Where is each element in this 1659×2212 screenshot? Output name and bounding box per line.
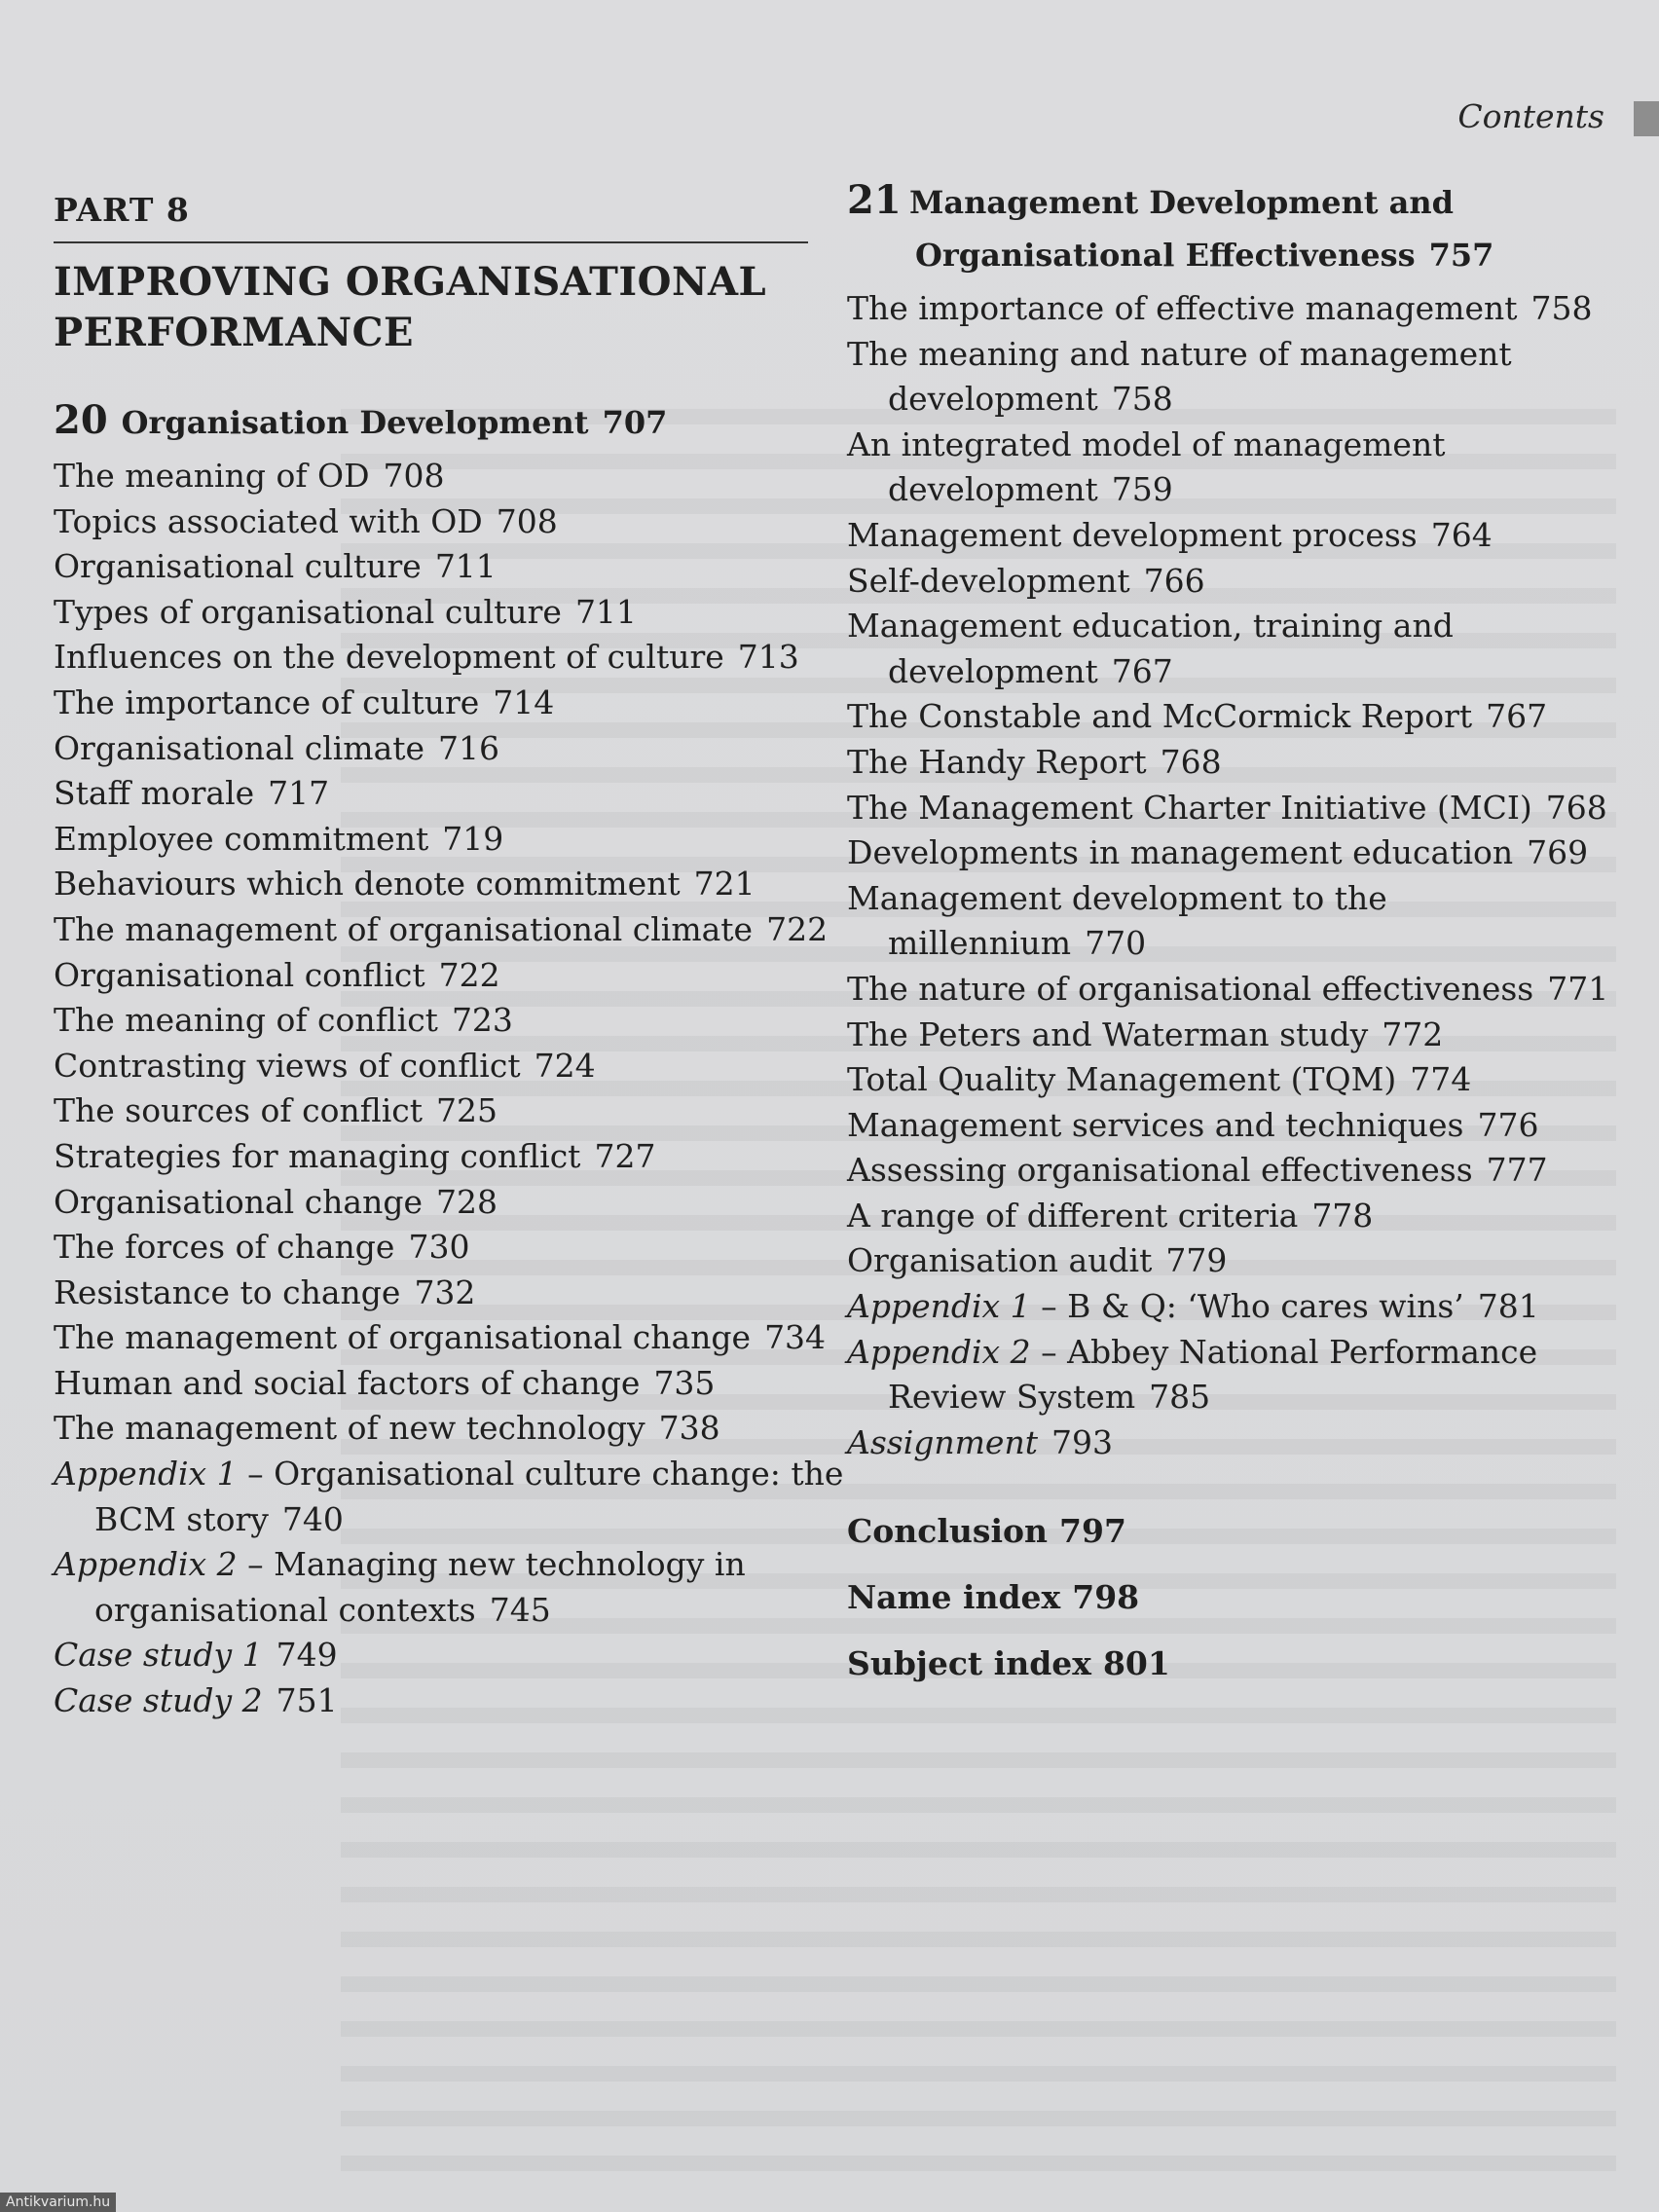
toc-entry[interactable]: [847, 967, 1616, 1013]
toc-entry[interactable]: [54, 499, 813, 545]
chapter-title-line-1: Management Development and: [909, 184, 1455, 221]
entry-page: 764: [1430, 515, 1493, 554]
case-study-label: Case study 1: [54, 1636, 263, 1675]
entry-page: 766: [1143, 561, 1205, 600]
toc-entry[interactable]: [54, 544, 813, 590]
toc-entry[interactable]: [847, 876, 1616, 967]
entry-page: 768: [1160, 742, 1222, 781]
entry-title: Resistance to change: [54, 1272, 401, 1311]
chapter-21-heading[interactable]: [847, 177, 1616, 284]
entry-page: 708: [383, 457, 445, 495]
entry-title: The management of organisational climate: [54, 909, 754, 948]
entry-page: 717: [268, 774, 330, 813]
entry-title: Strategies for managing conflict: [54, 1136, 581, 1175]
toc-entry[interactable]: [54, 998, 813, 1044]
entry-title: Total Quality Management (TQM): [847, 1060, 1397, 1099]
appendix-label: Appendix 1: [847, 1287, 1031, 1326]
entry-title: An integrated model of management: [847, 424, 1446, 463]
toc-entry[interactable]: [54, 1134, 813, 1180]
entry-page: 772: [1382, 1014, 1444, 1053]
toc-appendix-2[interactable]: [847, 1330, 1616, 1420]
entry-title: Influences on the development of culture: [54, 638, 724, 677]
entry-title: Organisational change: [54, 1182, 424, 1221]
entry-title: The management of new technology: [54, 1409, 645, 1448]
running-head: Contents: [1457, 97, 1604, 135]
entry-page: 740: [281, 1499, 344, 1538]
toc-entry[interactable]: [54, 681, 813, 726]
entry-title: Contrasting views of conflict: [54, 1046, 521, 1085]
entry-title: The meaning of OD: [54, 457, 370, 495]
entry-title-cont: development: [888, 651, 1098, 690]
case-study-label: Case study 2: [54, 1681, 263, 1720]
entry-title: Developments in management education: [847, 833, 1514, 872]
entry-page: 751: [276, 1681, 338, 1720]
entry-page: 776: [1477, 1105, 1539, 1144]
toc-entry[interactable]: [54, 1088, 813, 1134]
part-title-line-2: PERFORMANCE: [54, 310, 414, 355]
chapter-page: 707: [602, 404, 668, 441]
entry-page: 774: [1410, 1060, 1472, 1099]
toc-entry[interactable]: [54, 726, 813, 772]
toc-entry[interactable]: [847, 1238, 1616, 1284]
entry-title: Subject index: [847, 1644, 1091, 1683]
toc-appendix-1[interactable]: [54, 1452, 844, 1542]
toc-appendix-2[interactable]: [54, 1542, 813, 1633]
toc-entry[interactable]: [847, 694, 1616, 740]
entry-title: Topics associated with OD: [54, 501, 483, 540]
toc-entry[interactable]: [54, 771, 813, 817]
chapter-number: 21: [847, 177, 902, 223]
appendix-title: – Abbey National Performance: [1030, 1332, 1538, 1371]
entry-title: Human and social factors of change: [54, 1363, 641, 1402]
entry-page: 728: [436, 1182, 498, 1221]
toc-entry[interactable]: [54, 862, 813, 907]
part-title-line-1: IMPROVING ORGANISATIONAL: [54, 259, 767, 305]
entry-page: 735: [653, 1363, 716, 1402]
entry-title-cont: millennium: [888, 924, 1072, 963]
part-divider: [54, 241, 808, 243]
toc-entry[interactable]: [54, 1225, 813, 1271]
toc-entry[interactable]: [54, 907, 829, 953]
entry-title: The forces of change: [54, 1228, 395, 1267]
entry-page: 719: [442, 819, 504, 858]
toc-entry[interactable]: [847, 559, 1616, 605]
entry-page: 793: [1051, 1422, 1113, 1461]
entry-title: The management of organisational change: [54, 1318, 752, 1357]
toc-entry[interactable]: [847, 286, 1616, 332]
toc-case-study-2[interactable]: [54, 1678, 813, 1724]
entry-page: 725: [436, 1091, 498, 1130]
appendix-label: Appendix 2: [847, 1332, 1031, 1371]
toc-entry[interactable]: [847, 1194, 1616, 1239]
chapter-page: 757: [1428, 237, 1494, 274]
entry-page: 734: [764, 1318, 827, 1357]
chapter-number: 20: [54, 397, 108, 443]
entry-title: The Management Charter Initiative (MCI): [847, 788, 1532, 827]
toc-entry[interactable]: [847, 332, 1616, 423]
entry-title: Types of organisational culture: [54, 592, 562, 631]
entry-page: 778: [1311, 1196, 1374, 1235]
entry-page: 767: [1111, 651, 1173, 690]
entry-title: Organisation audit: [847, 1241, 1153, 1280]
appendix-title-cont: BCM story: [94, 1499, 269, 1538]
entry-page: 779: [1165, 1241, 1228, 1280]
chapter-20-heading[interactable]: [54, 397, 813, 452]
chapter-20-entries: [54, 454, 844, 1724]
right-column: [847, 177, 1616, 1687]
entry-title: Organisational culture: [54, 547, 422, 586]
entry-page: 711: [574, 592, 637, 631]
entry-page: 722: [766, 909, 829, 948]
toc-entry[interactable]: [54, 1180, 813, 1226]
assignment-label: Assignment: [847, 1422, 1038, 1461]
entry-page: 759: [1111, 470, 1173, 509]
watermark: Antikvarium.hu: [0, 2193, 116, 2212]
entry-title: Conclusion: [847, 1512, 1049, 1551]
toc-entry[interactable]: [847, 1148, 1616, 1194]
toc-entry[interactable]: [54, 817, 813, 863]
toc-entry[interactable]: [54, 953, 813, 999]
toc-entry[interactable]: [54, 1271, 813, 1316]
toc-entry[interactable]: [54, 1044, 813, 1089]
entry-page: 722: [438, 955, 500, 994]
entry-title: The importance of culture: [54, 682, 480, 721]
toc-conclusion[interactable]: [847, 1508, 1616, 1555]
appendix-title: – Managing new technology in: [237, 1545, 746, 1584]
left-column: [54, 185, 844, 1724]
entry-page: 771: [1547, 969, 1609, 1008]
entry-page: 758: [1530, 289, 1593, 327]
appendix-label: Appendix 1: [54, 1455, 238, 1493]
toc-entry[interactable]: [847, 423, 1616, 513]
toc-entry[interactable]: [847, 604, 1616, 694]
entry-title: The importance of effective management: [847, 289, 1518, 327]
chapter-title-line-2: Organisational Effectiveness: [915, 237, 1416, 274]
part-label: PART 8: [54, 191, 190, 229]
appendix-title-cont: organisational contexts: [94, 1590, 476, 1629]
entry-title: The Peters and Waterman study: [847, 1014, 1369, 1053]
toc-entry[interactable]: [54, 1315, 827, 1361]
entry-title: Management education, training and: [847, 607, 1454, 645]
entry-page: 721: [693, 865, 756, 903]
entry-title-cont: development: [888, 380, 1098, 419]
toc-entry[interactable]: [54, 1361, 813, 1407]
entry-page: 713: [737, 638, 799, 677]
toc-entry[interactable]: [847, 1013, 1616, 1058]
entry-page: 711: [434, 547, 497, 586]
entry-page: 781: [1477, 1287, 1539, 1326]
entry-title: The nature of organisational effectiveness: [847, 969, 1534, 1008]
entry-title: Name index: [847, 1578, 1061, 1617]
appendix-label: Appendix 2: [54, 1545, 238, 1584]
entry-title: A range of different criteria: [847, 1196, 1299, 1235]
entry-page: 723: [451, 1001, 513, 1040]
entry-title: Employee commitment: [54, 819, 429, 858]
entry-page: 708: [496, 501, 558, 540]
entry-page: 714: [493, 682, 555, 721]
chapter-title: Organisation Development: [121, 404, 589, 441]
entry-page: 767: [1486, 697, 1548, 736]
toc-entry[interactable]: [54, 454, 813, 499]
entry-title: The Handy Report: [847, 742, 1147, 781]
chapter-21-entries: [847, 286, 1616, 1465]
entry-page: 777: [1486, 1151, 1548, 1190]
toc-appendix-1[interactable]: [847, 1284, 1616, 1330]
toc-entry[interactable]: [54, 590, 813, 636]
entry-page: 768: [1545, 788, 1607, 827]
entry-page: 770: [1085, 924, 1147, 963]
entry-title: Assessing organisational effectiveness: [847, 1151, 1473, 1190]
entry-page: 738: [658, 1409, 720, 1448]
entry-page: 749: [276, 1636, 338, 1675]
entry-title: Behaviours which denote commitment: [54, 865, 681, 903]
appendix-title: – Organisational culture change: the: [237, 1455, 844, 1493]
toc-assignment[interactable]: [847, 1420, 1616, 1466]
entry-page: 801: [1102, 1644, 1170, 1683]
toc-entry[interactable]: [54, 1406, 813, 1452]
entry-title: Organisational conflict: [54, 955, 425, 994]
entry-title: Staff morale: [54, 774, 255, 813]
entry-title: Organisational climate: [54, 728, 425, 767]
entry-title-cont: development: [888, 470, 1098, 509]
toc-name-index[interactable]: [847, 1574, 1616, 1621]
toc-entry[interactable]: [847, 1103, 1616, 1149]
toc-entry[interactable]: [847, 786, 1616, 831]
entry-page: 785: [1149, 1378, 1211, 1417]
entry-page: 727: [594, 1136, 656, 1175]
toc-subject-index[interactable]: [847, 1641, 1616, 1687]
entry-title: The Constable and McCormick Report: [847, 697, 1473, 736]
entry-page: 769: [1527, 833, 1589, 872]
entry-title: The sources of conflict: [54, 1091, 424, 1130]
toc-case-study-1[interactable]: [54, 1633, 813, 1678]
entry-title: The meaning and nature of management: [847, 334, 1512, 373]
back-matter: [847, 1508, 1616, 1687]
entry-page: 732: [414, 1272, 476, 1311]
entry-page: 724: [534, 1046, 596, 1085]
entry-title: The meaning of conflict: [54, 1001, 438, 1040]
toc-entry[interactable]: [847, 740, 1616, 786]
part-title: [54, 257, 813, 358]
entry-page: 758: [1111, 380, 1173, 419]
entry-title: Self-development: [847, 561, 1130, 600]
entry-title: Management development to the: [847, 878, 1387, 917]
entry-title: Management development process: [847, 515, 1418, 554]
entry-page: 745: [489, 1590, 551, 1629]
appendix-title: – B & Q: ‘Who cares wins’: [1030, 1287, 1464, 1326]
entry-page: 716: [438, 728, 500, 767]
entry-title: Management services and techniques: [847, 1105, 1464, 1144]
toc-entry[interactable]: [847, 513, 1616, 559]
entry-page: 797: [1059, 1512, 1126, 1551]
appendix-title-cont: Review System: [888, 1378, 1136, 1417]
toc-entry[interactable]: [54, 635, 813, 681]
entry-page: 730: [408, 1228, 470, 1267]
toc-entry[interactable]: [847, 1057, 1616, 1103]
thumb-tab: [1634, 101, 1659, 136]
toc-entry[interactable]: [847, 830, 1616, 876]
entry-page: 798: [1072, 1578, 1140, 1617]
